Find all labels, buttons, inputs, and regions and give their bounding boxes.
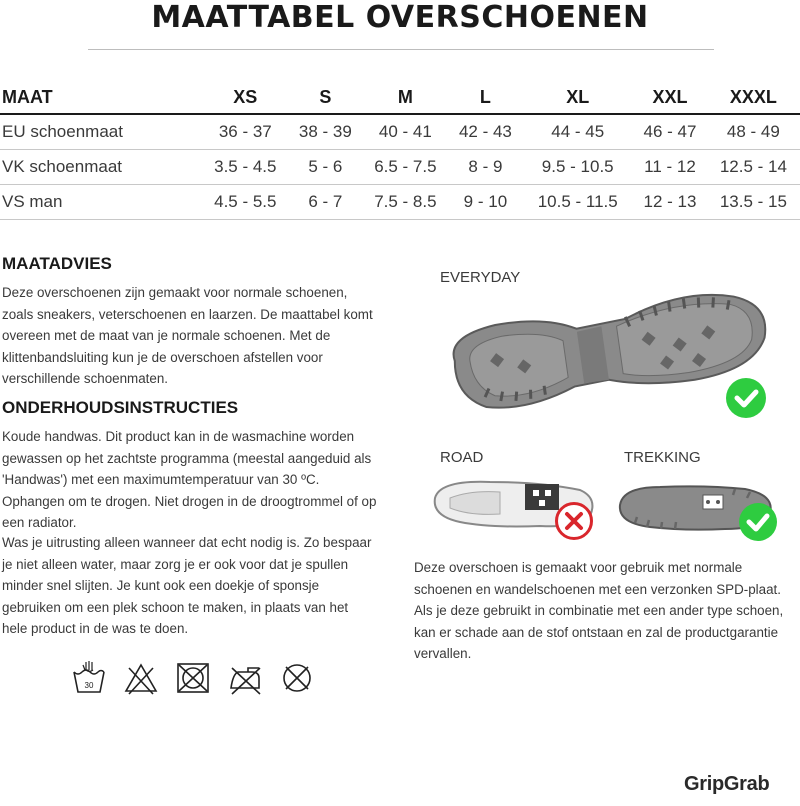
no-tumble-dry-icon [176,660,210,696]
header-cell: XL [522,81,633,114]
everyday-sole-image [430,280,780,425]
table-cell: 9.5 - 10.5 [522,150,633,185]
no-dry-clean-icon [280,660,314,696]
trekking-label: TREKKING [624,449,701,466]
compatibility-note: Deze overschoen is gemaakt voor gebruik met normale schoenen en wandelschoenen met een verzonken SPD-plaat. Als je deze gebruikt in combinatie met een ander type schoen, kan er schade aan de stof ontstaan en zal de productgarantie vervallen. [414,560,784,661]
trekking-check-icon [739,503,777,541]
table-cell: 46 - 47 [633,114,706,150]
table-cell: 11 - 12 [633,150,706,185]
wash-temp-label: 30 [84,681,94,690]
header-cell: XXXL [707,81,800,114]
table-cell: 10.5 - 11.5 [522,185,633,220]
table-cell: 12.5 - 14 [707,150,800,185]
table-cell: 7.5 - 8.5 [362,185,449,220]
table-cell: 40 - 41 [362,114,449,150]
no-iron-icon [228,660,262,696]
row-label: VS man [0,185,202,220]
size-table-header-row [0,81,800,114]
care-heading: ONDERHOUDSINSTRUCTIES [2,398,239,417]
table-cell: 12 - 13 [633,185,706,220]
size-advice-text: Deze overschoenen zijn gemaakt voor normale schoenen, zoals sneakers, veterschoenen en laarzen. De maattabel komt overeen met de maat van je normale schoenen. Met de klittenbandsluiting kun je de overschoen afstellen voor verschillende schoenmaten. [2,285,373,386]
table-cell: 6.5 - 7.5 [362,150,449,185]
header-cell: L [449,81,522,114]
care-icons [72,660,317,702]
road-label: ROAD [440,449,484,466]
everyday-check-icon [726,378,766,418]
hand-wash-30-icon [72,660,106,696]
brand-logo: GripGrab [684,773,770,795]
trekking-sole-image [615,475,785,550]
table-cell: 42 - 43 [449,114,522,150]
header-cell: MAAT [0,81,202,114]
table-row [0,150,800,185]
table-cell: 6 - 7 [289,185,362,220]
table-cell: 48 - 49 [707,114,800,150]
table-row [0,185,800,220]
row-label: EU schoenmaat [0,114,202,150]
title-divider [88,49,714,50]
page-title: MAATTABEL OVERSCHOENEN [151,0,649,35]
table-cell: 44 - 45 [522,114,633,150]
care-text-extra: Was je uitrusting alleen wanneer dat echt nodig is. Zo bespaar je niet alleen water, maar zorg je er ook voor dat je spullen minder snel slijten. Je kunt ook een doekje of sponsje gebruiken om een plek schoon te maken, in plaats van het hele product in de was te doen. [2,535,372,636]
table-cell: 38 - 39 [289,114,362,150]
header-cell: S [289,81,362,114]
table-cell: 5 - 6 [289,150,362,185]
table-cell: 8 - 9 [449,150,522,185]
table-cell: 9 - 10 [449,185,522,220]
no-bleach-icon [124,660,158,696]
table-cell: 13.5 - 15 [707,185,800,220]
road-cross-icon [555,502,593,540]
table-cell: 3.5 - 4.5 [202,150,289,185]
table-cell: 36 - 37 [202,114,289,150]
table-row [0,114,800,150]
road-sole-image [430,468,600,548]
size-advice-heading: MAATADVIES [2,254,112,273]
care-text: Koude handwas. Dit product kan in de wasmachine worden gewassen op het zachtste programma (meestal aangeduid als 'Handwas') met een maximumtemperatuur van 30 ºC. Ophangen om te drogen. Niet drogen in de droogtrommel of op een radiator. [2,429,377,530]
table-cell: 4.5 - 5.5 [202,185,289,220]
header-cell: M [362,81,449,114]
header-cell: XS [202,81,289,114]
row-label: VK schoenmaat [0,150,202,185]
header-cell: XXL [633,81,706,114]
size-table [0,81,800,220]
everyday-label: EVERYDAY [440,269,521,286]
